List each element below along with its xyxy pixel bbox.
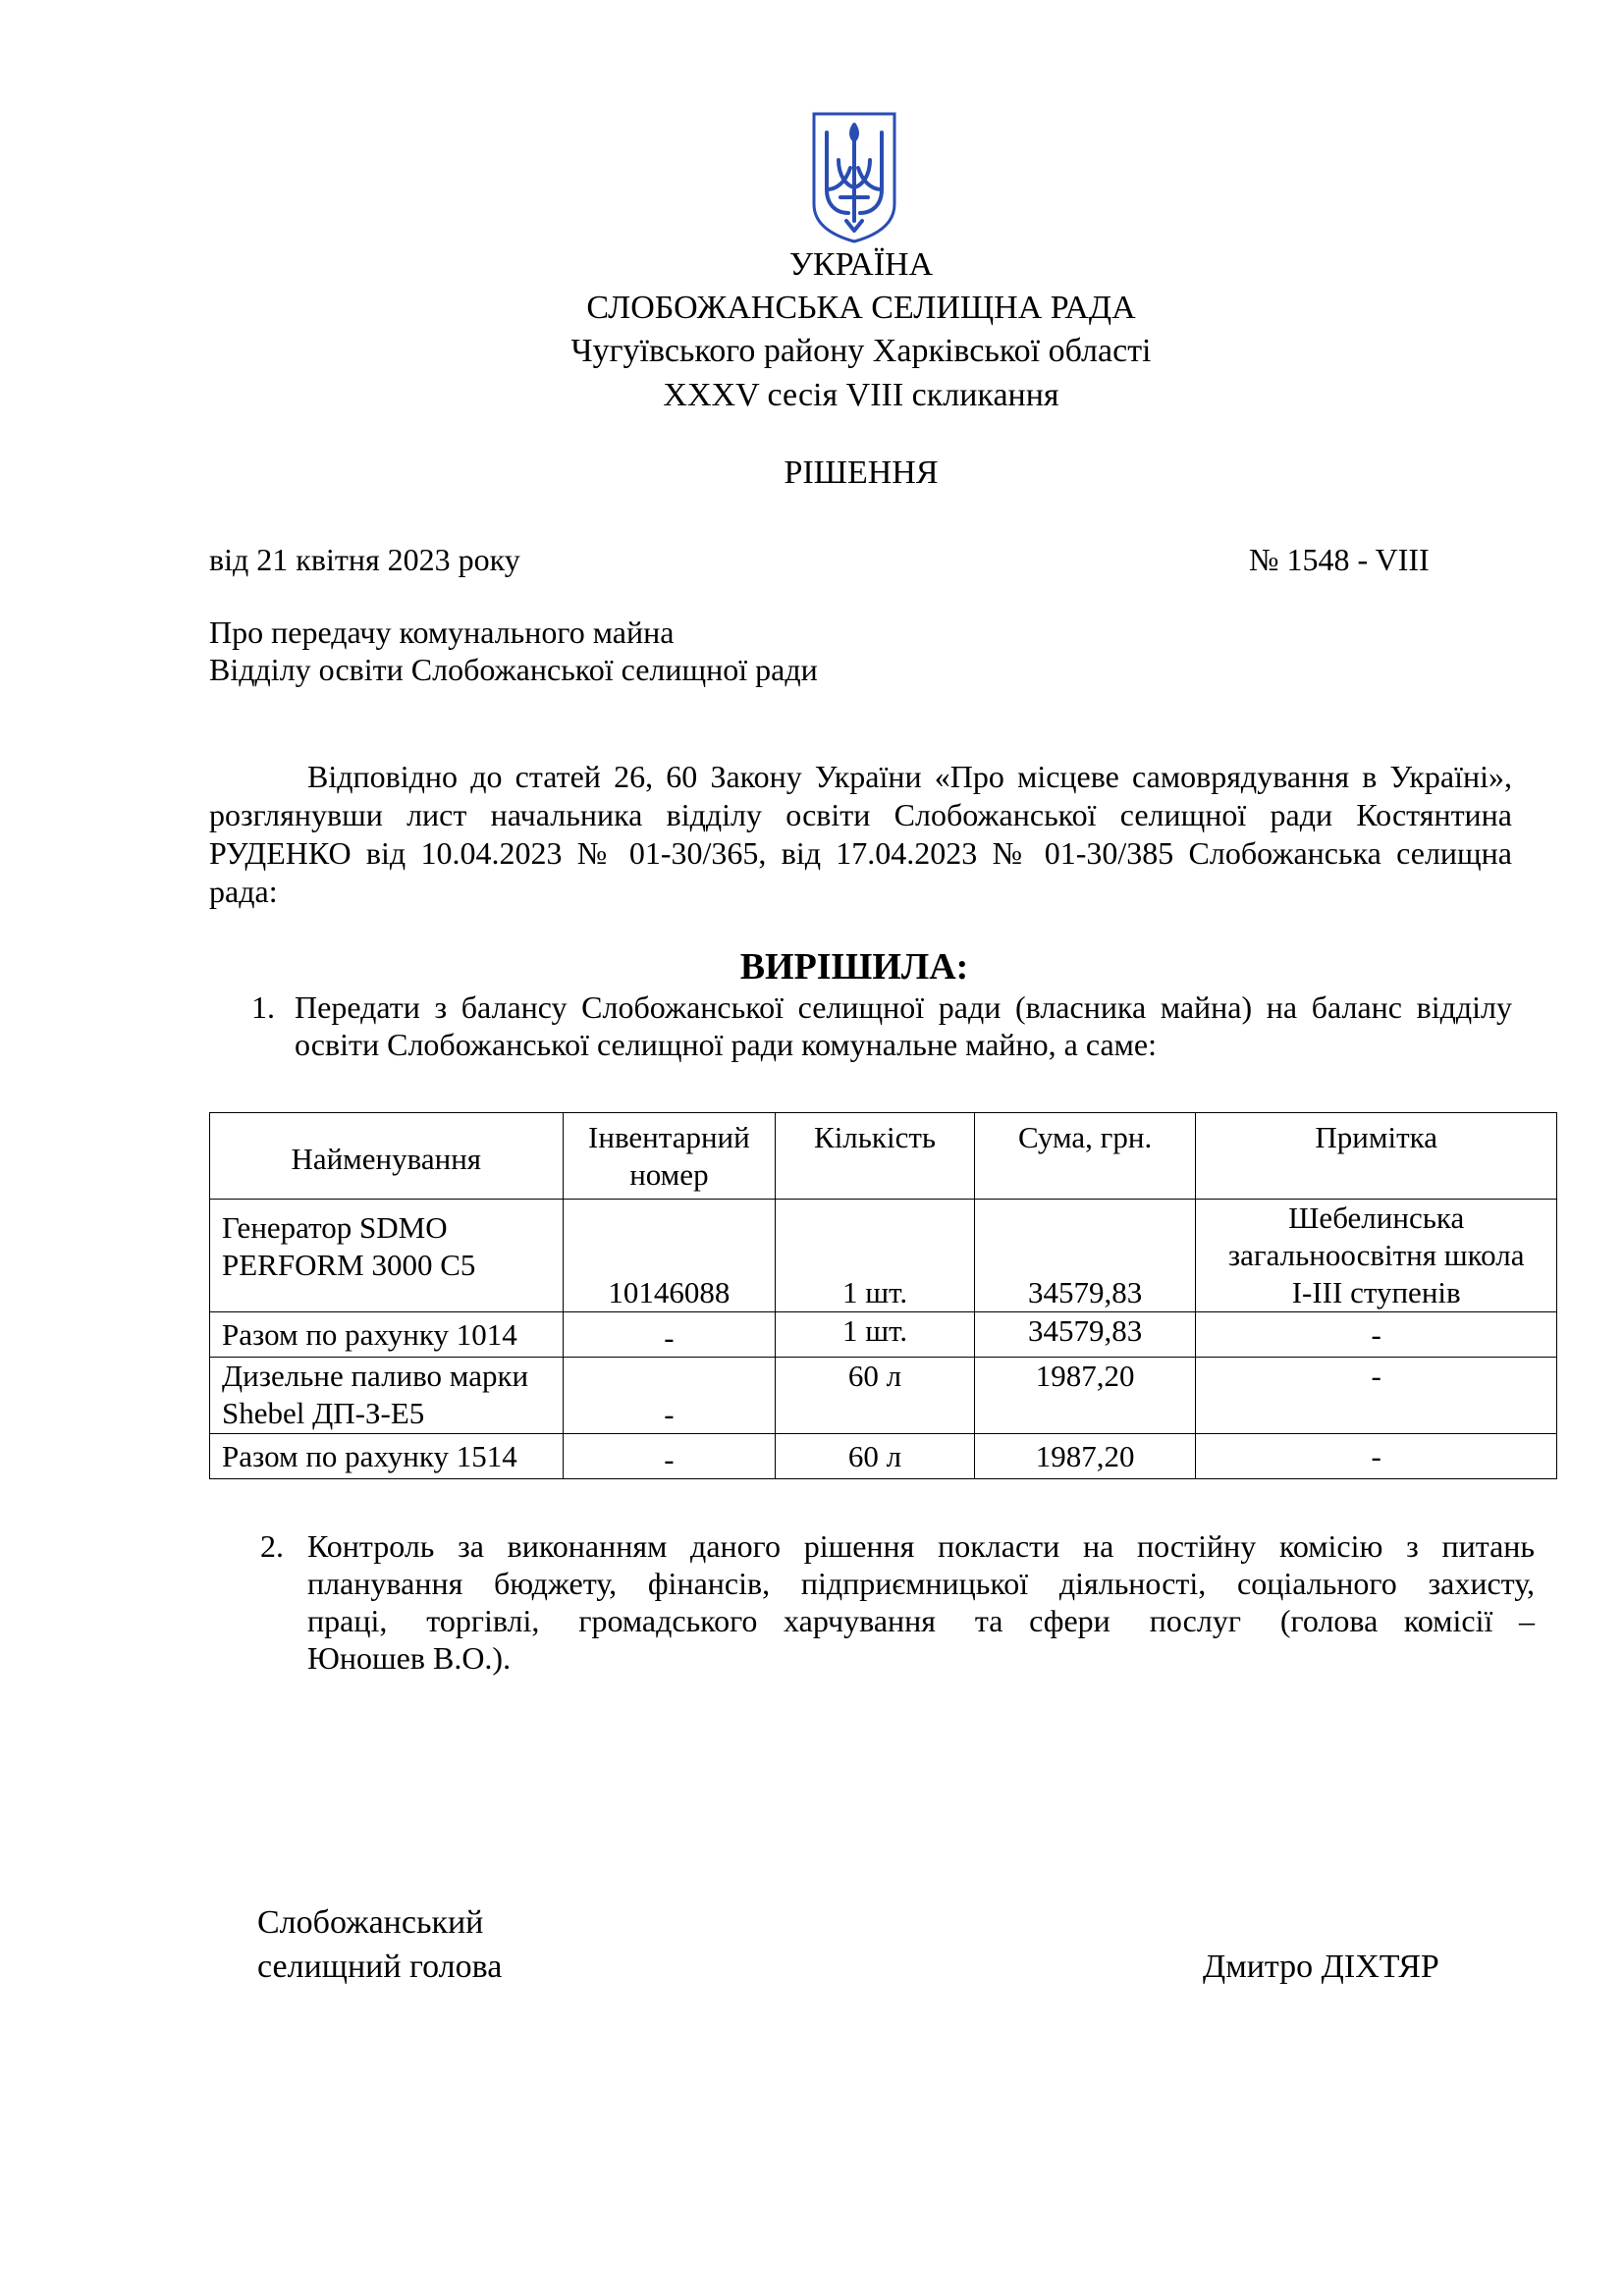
signature-title-line-1: Слобожанський bbox=[257, 1904, 484, 1941]
cell-inventory: - bbox=[563, 1312, 776, 1358]
cell-quantity: 1 шт. bbox=[776, 1200, 975, 1312]
cell-sum: 34579,83 bbox=[974, 1200, 1196, 1312]
property-table bbox=[209, 1112, 1557, 1479]
document-type-heading: РІШЕННЯ bbox=[784, 454, 939, 491]
session-heading: XXXV сесія VIII скликання bbox=[663, 377, 1059, 413]
cell-sum: 1987,20 bbox=[974, 1358, 1196, 1434]
item-2-line-2: планування бюджету, фінансів, підприємницької діяльності, соціального захисту, bbox=[307, 1566, 1535, 1601]
decision-number: № 1548 - VIII bbox=[1249, 542, 1430, 577]
cell-sum: 34579,83 bbox=[974, 1312, 1196, 1358]
cell-name: Разом по рахунку 1014 bbox=[210, 1312, 564, 1358]
cell-name: Генератор SDMO PERFORM 3000 C5 bbox=[210, 1200, 564, 1312]
cell-note: Шебелинська загальноосвітня школа І-ІІІ ступенів bbox=[1196, 1200, 1557, 1312]
item-1-number: 1. bbox=[251, 989, 275, 1025]
district-heading: Чугуївського району Харківської області bbox=[570, 333, 1152, 369]
signatory-name: Дмитро ДІХТЯР bbox=[1203, 1949, 1439, 1985]
header-sum: Сума, грн. bbox=[974, 1113, 1196, 1200]
cell-inventory: - bbox=[563, 1358, 776, 1434]
cell-note: - bbox=[1196, 1358, 1557, 1434]
council-heading: СЛОБОЖАНСЬКА СЕЛИЩНА РАДА bbox=[586, 290, 1136, 326]
cell-quantity: 60 л bbox=[776, 1434, 975, 1479]
table-row-subtotal bbox=[210, 1434, 1557, 1479]
cell-inventory: 10146088 bbox=[563, 1200, 776, 1312]
cell-name: Разом по рахунку 1514 bbox=[210, 1434, 564, 1479]
preamble-line-4: рада: bbox=[209, 874, 278, 909]
table-header-row bbox=[210, 1113, 1557, 1200]
signature-title-line-2: селищний голова bbox=[257, 1949, 503, 1985]
coat-of-arms-icon bbox=[811, 111, 897, 244]
cell-sum: 1987,20 bbox=[974, 1434, 1196, 1479]
item-2-line-4: Юношев В.О.). bbox=[307, 1640, 512, 1676]
table-row bbox=[210, 1358, 1557, 1434]
item-2-line-3: праці, торгівлі, громадського харчування та сфери послуг (голова комісії – bbox=[307, 1603, 1535, 1638]
decided-heading: ВИРІШИЛА: bbox=[739, 946, 969, 988]
preamble-line-2: розглянувши лист начальника відділу освіти Слобожанської селищної ради Костянтина bbox=[209, 797, 1512, 832]
cell-quantity: 1 шт. bbox=[776, 1312, 975, 1358]
item-1-line-2: освіти Слобожанської селищної ради комунальне майно, а саме: bbox=[295, 1027, 1157, 1062]
cell-inventory: - bbox=[563, 1434, 776, 1479]
item-2-number: 2. bbox=[260, 1528, 284, 1564]
decision-date: від 21 квітня 2023 року bbox=[209, 542, 520, 577]
cell-quantity: 60 л bbox=[776, 1358, 975, 1434]
cell-note: - bbox=[1196, 1312, 1557, 1358]
country-heading: УКРАЇНА bbox=[788, 246, 934, 283]
item-1-line-1: Передати з балансу Слобожанської селищної ради (власника майна) на баланс відділу bbox=[295, 989, 1512, 1025]
preamble-line-1: Відповідно до статей 26, 60 Закону України «Про місцеве самоврядування в Україні», bbox=[307, 759, 1512, 794]
item-2-line-1: Контроль за виконанням даного рішення покласти на постійну комісію з питань bbox=[307, 1528, 1535, 1564]
cell-note: - bbox=[1196, 1434, 1557, 1479]
table-row-subtotal bbox=[210, 1312, 1557, 1358]
subject-line-2: Відділу освіти Слобожанської селищної ради bbox=[209, 652, 818, 687]
header-quantity: Кількість bbox=[776, 1113, 975, 1200]
header-name: Найменування bbox=[210, 1113, 564, 1200]
preamble-line-3: РУДЕНКО від 10.04.2023 № 01-30/365, від 17.04.2023 № 01-30/385 Слобожанська селищна bbox=[209, 835, 1512, 871]
table-row bbox=[210, 1200, 1557, 1312]
subject-line-1: Про передачу комунального майна bbox=[209, 614, 675, 650]
cell-name: Дизельне паливо марки Shebel ДП-З-Е5 bbox=[210, 1358, 564, 1434]
header-inventory: Інвентарний номер bbox=[563, 1113, 776, 1200]
header-note: Примітка bbox=[1196, 1113, 1557, 1200]
